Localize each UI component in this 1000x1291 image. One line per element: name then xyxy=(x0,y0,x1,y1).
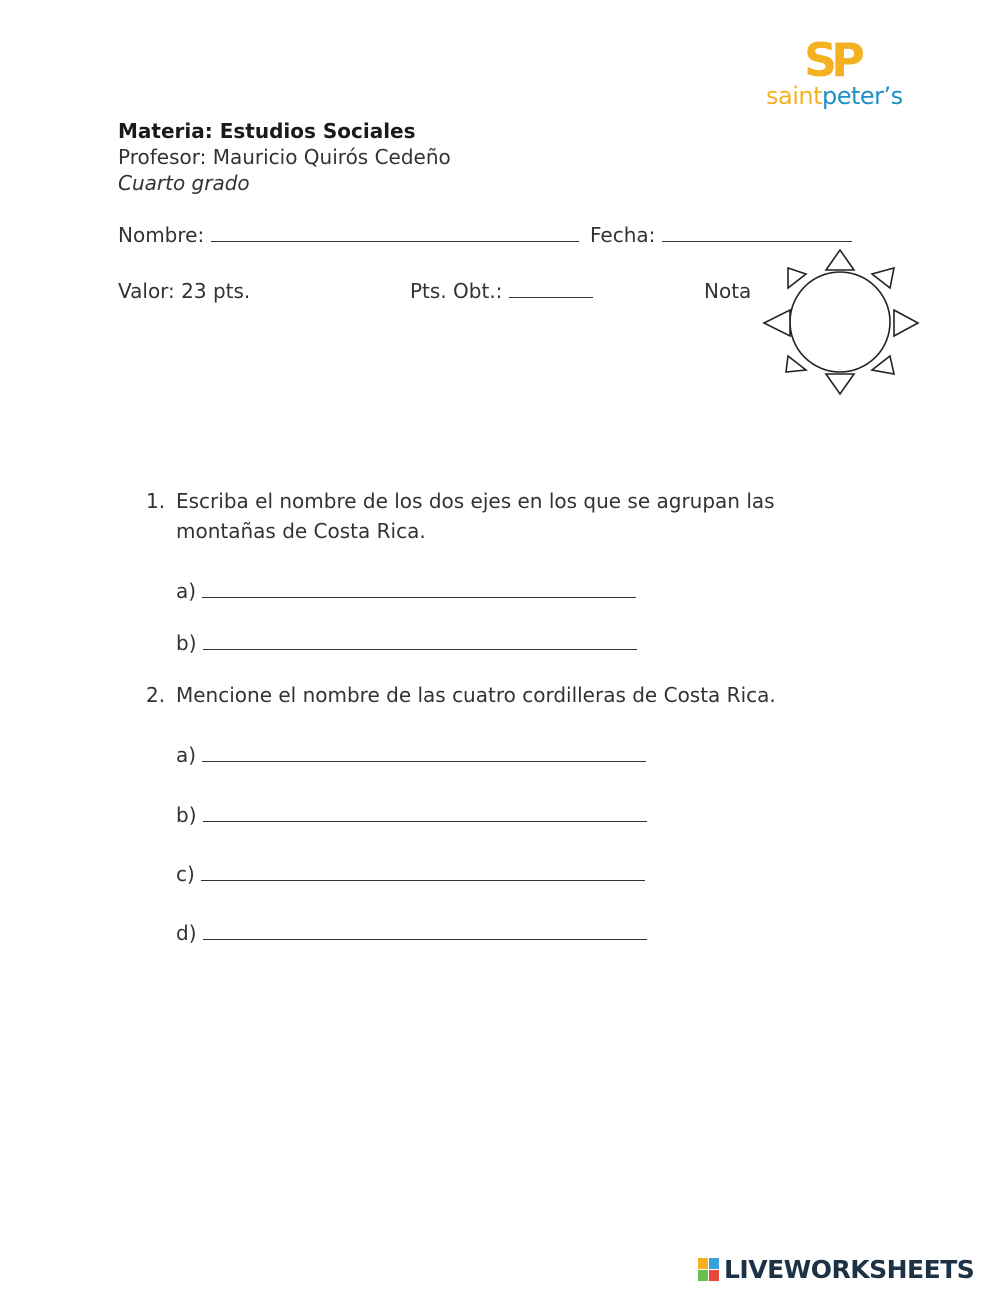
logo-peters: peter’s xyxy=(822,82,903,110)
grade-label: Nota xyxy=(704,279,752,303)
answer-blank[interactable] xyxy=(203,648,637,650)
date-label: Fecha: xyxy=(590,223,656,247)
points-field xyxy=(410,278,593,304)
answer-blank[interactable] xyxy=(201,879,645,881)
answer-label: b) xyxy=(176,803,197,827)
name-blank[interactable] xyxy=(211,240,579,242)
liveworksheets-text: LIVEWORKSHEETS xyxy=(724,1255,975,1284)
answer-label: d) xyxy=(176,921,197,945)
answer-blank[interactable] xyxy=(202,596,636,598)
question-2-answer-d xyxy=(176,920,647,946)
question-2-number: 2. xyxy=(146,683,166,707)
points-blank[interactable] xyxy=(509,296,593,298)
question-1-answer-b xyxy=(176,630,637,656)
points-label: Pts. Obt.: xyxy=(410,279,503,303)
teacher-line: Profesor: Mauricio Quirós Cedeño xyxy=(118,145,451,169)
date-blank[interactable] xyxy=(662,240,852,242)
question-1-answer-a xyxy=(176,578,636,604)
question-1-number: 1. xyxy=(146,489,166,513)
answer-label: c) xyxy=(176,862,195,886)
liveworksheets-icon xyxy=(698,1258,720,1282)
answer-blank[interactable] xyxy=(202,760,646,762)
question-2-answer-b xyxy=(176,802,647,828)
name-label: Nombre: xyxy=(118,223,205,247)
name-field xyxy=(118,222,579,248)
grade-level: Cuarto grado xyxy=(118,171,250,195)
value-text: Valor: 23 pts. xyxy=(118,279,251,303)
logo-wordmark xyxy=(766,82,903,110)
school-logo xyxy=(762,34,922,116)
sun-grade-icon[interactable] xyxy=(760,248,920,396)
question-2-text: Mencione el nombre de las cuatro cordilleras de Costa Rica. xyxy=(176,683,776,707)
date-field xyxy=(590,222,852,248)
answer-blank[interactable] xyxy=(203,820,647,822)
answer-label: b) xyxy=(176,631,197,655)
question-1-text: Escriba el nombre de los dos ejes en los que se agrupan las montañas de Costa Rica. xyxy=(176,489,775,543)
logo-saint: saint xyxy=(766,82,822,110)
answer-blank[interactable] xyxy=(203,938,647,940)
answer-label: a) xyxy=(176,743,197,767)
question-2-answer-a xyxy=(176,742,646,768)
question-2-answer-c xyxy=(176,861,645,887)
logo-monogram: SP xyxy=(804,33,859,87)
subject-heading: Materia: Estudios Sociales xyxy=(118,119,416,143)
answer-label: a) xyxy=(176,579,197,603)
